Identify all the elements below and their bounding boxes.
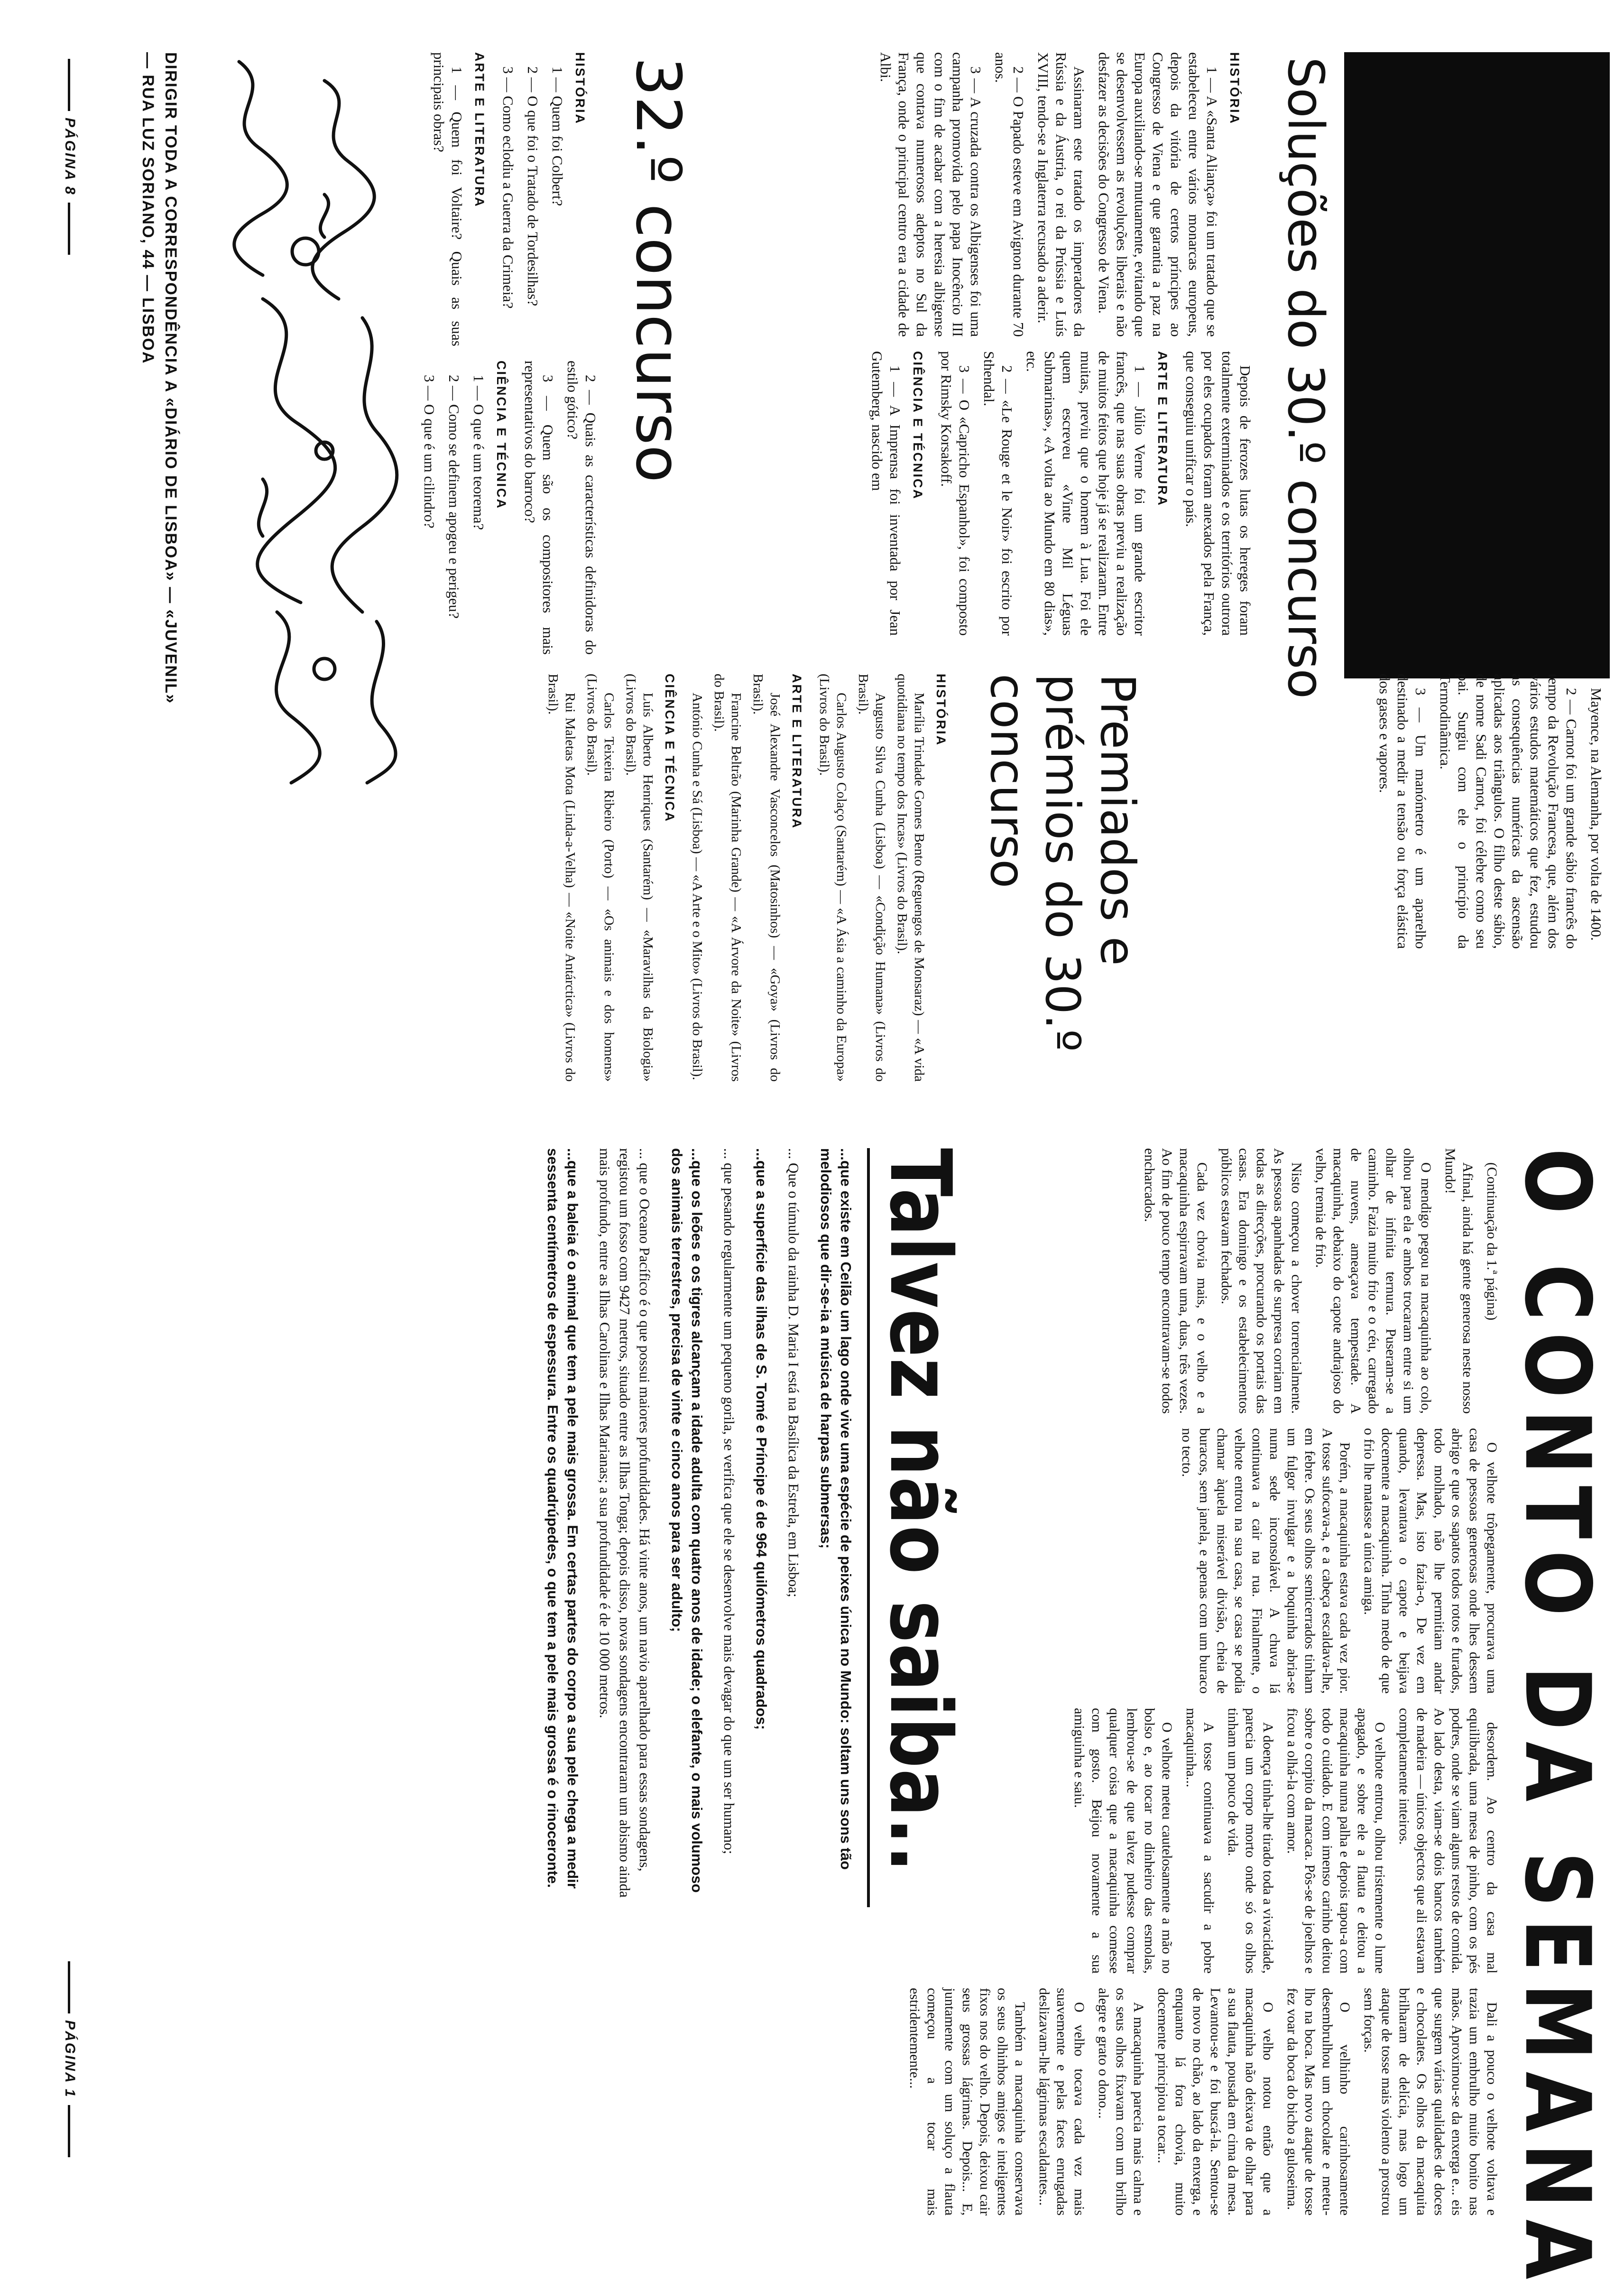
paragraph: O mendigo pegou na macaquinha ao colo, olhou para ela e ambos trocaram entre si um olhar de infinita ternura. Puseram-se a caminho. Fazia muito frio e o céu, carregado de nuvens, ameaçava tempestade. A macaquinha, debaixo do capote andrajoso do velho, tremia de frio. — [1313, 1148, 1434, 1414]
paragraph: José Alexandre Vasconcelos (Matosinhos) — «Goya» (Livros do Brasil). — [750, 674, 783, 1082]
paragraph: A doença tinha-lhe tirado toda a vivacidade, parecia um corpo morto onde só os olhos tinham um pouco de vida. — [1225, 1708, 1276, 1974]
paragraph: António Cunha e Sá (Lisboa) — «A Arte e o Mito» (Livros do Brasil). — [690, 693, 705, 1080]
paragraph: 2 — Carnot foi um grande sábio francês do tempo da Revolução Francesa, que, além dos vários estudos matemáticos que fez, estudou as consequências numéricas da ascensão aplicadas aos triângulos. O filho deste sábio, de nome Sadi Carnot, foi célebre como seu pai. Surgiu com ele o princípio da Termodinâmica. — [1437, 674, 1580, 949]
paragraph: A macaquinha parecia mais calma e os seus olhos fixavam com um brilho alegre e grato o dono... — [1096, 1988, 1146, 2216]
section-heading: CIÊNCIA E TÉCNICA — [663, 674, 677, 823]
fact-text: ... que o Oceano Pacífico é o que possui maiores profundidades. Há vinte anos, um navio aparelhado para essas sondagens, registou um fosso com 9427 metros, situado entre as Ilhas Tonga; depois disso, novas sondagens encontraram um abismo ainda mais profundo, entre as Ilhas Carolinas e Ilhas Marianas; a sua profundidade é de 10 000 metros. — [597, 1148, 653, 1898]
paragraph: Augusto Silva Cunha (Lisboa) — «Condição Humana» (Livros do Brasil). — [856, 674, 888, 1082]
paragraph: 2 — Quais as características definidoras do estilo gótico? — [564, 361, 599, 655]
paragraph: 2 — Como se definem apogeu e perigeu? — [446, 375, 462, 619]
fact-lead: ...que os leões e os tigres alcançam a idade adulta com quatro anos de idade; o elefante, o mais volumoso dos animais terrestres, precisa de vinte e cinco anos para ser adulto; — [669, 1148, 705, 1893]
paragraph: Rui Maletas Mota (Linda-a-Velha) — «Noite Antárctica» (Livros do Brasil). — [545, 674, 578, 1082]
paragraph: Dali a pouco o velhote voltava e trazia um embrulho muito bonito nas mãos. Aproximou-se da enxerga e... eis que surgem várias qualidades de doces e chocolates. Os olhos da macaquita brilharam de delícia, mas logo um ataque de tosse mais violento a prostrou sem forças. — [1361, 1988, 1500, 2216]
fact-item — [719, 1148, 739, 1917]
paragraph: Nisto começou a chover torrencialmente. As pessoas apanhadas de surpresa corriam em todas as direcções, procurando os portais das casas. Era domingo e os estabelecimentos públicos estavam fechados. — [1218, 1148, 1304, 1414]
paragraph: 1 — Quem foi Voltaire? Quais as suas principais obras? — [431, 52, 465, 346]
paragraph: Francine Beltrão (Marinha Grande) — «A Árvore da Noite» (Livros do Brasil). — [711, 674, 744, 1082]
paragraph: O velho tocava cada vez mais suavemente e pelas faces enrugadas deslizavam-lhe lágrimas escaldantes... — [1036, 1988, 1087, 2216]
paragraph: Porém, a macaquinha estava cada vez pior. A tosse sufocava-a, e a cabeça escaldava-lhe, em febre. Os seus olhos semicerrados tinham um fulgor invulgar e a boquinha abria-se numa sede inconsolável. A chuva lá continuava a cair na rua. Finalmente, o velhote entrou na sua casa, se casa se podia chamar àquela miserável divisão, cheia de buracos, sem janela, e apenas com um buraco no tecto. — [1179, 1428, 1353, 1694]
paragraph: 1 — A Imprensa foi inventada por Jean Gutemberg, nascido em — [869, 351, 904, 636]
paragraph: 3 — O que é um cilindro? — [421, 375, 438, 529]
did-you-know-list — [530, 1148, 856, 1917]
fact-text: ... que pesando regularmente um pequeno gorila, se verifica que ele se desenvolve mais devagar do que um ser humano; — [721, 1148, 738, 1855]
section-heading: CIÊNCIA E TÉCNICA — [911, 351, 925, 501]
page-label-8 — [62, 52, 78, 261]
fact-lead: ...que a baleia é o animal que tem a pele mais grossa. Em certas partes do corpo a sua pele chega a medir sessenta centímetros de espessura. Entre os quadrúpedes, o que tem a pele mais grossa é o rinoceronte. — [544, 1148, 581, 1889]
paragraph: 2 — «Le Rouge et le Noir» foi escrito por Sthendal. — [981, 351, 1015, 636]
paragraph: O velhote entrou, olhou tristemente o lume apagado, e sobre ele a flauta e deitou a macaquinha numa palha e depois tapou-a com todo o cuidado. E com imenso carinho deitou sobre o corpito da macaca. Pôs-se de joelhos e ficou a olhá-la com amor. — [1284, 1708, 1388, 1974]
paragraph: Cada vez chovia mais, e o velho e a macaquinha espirravam uma, duas, três vezes. Ao fim de pouco tempo encontravam-se todos encharcados. — [1142, 1148, 1210, 1414]
paragraph: O velhote meteu cautelosamente a mão no bolso e, ao tocar no dinheiro das esmolas, lembrou-se de que talvez pudesse comprar qualquer coisa que a macaquinha comesse com gosto. Beijou novamente a sua amiguinha e saiu. — [1071, 1708, 1175, 1974]
section-heading: HISTÓRIA — [1227, 52, 1242, 125]
paragraph: O velhote trôpegamente, procurava uma casa de pessoas generosas onde lhes dessem abrigo e que os sapatos todos rotos e furados, todo molhado, não lhe permitiam andar depressa. Mas, isto fazia-o, De vez em quando, levantava o capote e beijava docemente a macaquinha. Tinha medo de que o frio lhe matasse a única amiga. — [1361, 1428, 1500, 1694]
section-heading: ARTE E LITERATURA — [790, 674, 804, 829]
ornamental-illustration — [211, 52, 419, 792]
story-column-4 — [899, 1988, 1501, 2216]
paragraph: 3 — Um manómetro é um aparelho destinado a medir a tensão ou força elástica dos gases e vapores. — [1376, 674, 1429, 949]
contest-questions-column-2 — [414, 361, 600, 655]
winners-title: Premiados e prémios do 30.º concurso — [980, 674, 1145, 1052]
section-heading: CIÊNCIA E TÉCNICA — [494, 361, 508, 510]
fact-lead: ...que existe em Ceilão um lago onde vive uma espécie de peixes única no Mundo: soltam uns sons tão melodiosos que dir-se-ia a música de harpas submersas; — [818, 1148, 854, 1870]
paragraph: Depois de ferozes lutas os hereges foram totalmente exterminados e os territórios outrora por eles ocupados foram anexados pela França, que conseguiu unificar o país. — [1183, 351, 1254, 636]
winners-list — [540, 674, 960, 1082]
story-column-2 — [1172, 1428, 1501, 1694]
page-label-8-text: PÁGINA 8 — [62, 118, 78, 196]
paragraph: O velhinho carinhosamente desembrulhou um chocolate e meteu-lho na boca. Mas novo ataque de tosse fez voar da boca do bicho a guloseima. — [1284, 1988, 1353, 2216]
paragraph: Também a macaquinha conservava os seus olhinhos amigos e inteligentes fixos nos do velho. Depois, deixou cair seus grossas lágrimas. Depois... E, juntamente com um soluço a flauta começou a tocar mais estridentemente... — [907, 1988, 1028, 2216]
section-heading: ARTE E LITERATURA — [472, 52, 487, 208]
solutions-photo-banner — [1344, 52, 1610, 678]
paragraph: 3 — O «Capricho Espanhol», foi composto por Rimsky Korsakoff. — [938, 351, 973, 636]
paragraph: Carlos Teixeira Ribeiro (Porto) — «Os animais e dos homens» (Livros do Brasil). — [584, 674, 617, 1082]
fact-item — [595, 1148, 655, 1917]
paragraph: O velho notou então que a macaquinha não deixava de olhar para a sua flauta, pousada em cima da mesa. Levantou-se e foi buscá-la. Sentou-se de novo no chão, ao lado da enxerga, e enquanto lá fora chovia, muito docemente principiou a tocar... — [1155, 1988, 1276, 2216]
paragraph: 1 — Quem foi Colbert? — [549, 66, 566, 206]
fact-item — [543, 1148, 582, 1917]
paragraph: 3 — A cruzada contra os Albigenses foi uma campanha promovida pelo papa Inocêncio III com o fim de acabar com a heresia albigense que contava numerosos adeptos no Sul da França, onde o principal centro era a cidade de Albi. — [877, 52, 984, 337]
page-label-1-text: PÁGINA 1 — [62, 2020, 78, 2098]
story-of-the-week-title: O CONTO DA SEMANA — [1505, 1148, 1610, 2291]
solutions-title: Soluções do 30.º concurso — [1277, 57, 1335, 699]
solutions-column-2 — [861, 351, 1254, 636]
paragraph: 2 — O que foi o Tratado de Tordesilhas? — [525, 66, 541, 306]
fact-item — [751, 1148, 771, 1917]
fact-item — [784, 1148, 803, 1917]
paragraph: Mayence, na Alemanha, por volta de 1400. — [1588, 688, 1605, 941]
paragraph: Luís Alberto Henriques (Santarém) — «Maravilhas da Biologia» (Livros do Brasil). — [623, 674, 655, 1082]
paragraph: 3 — Como eclodiu a Guerra da Crimeia? — [500, 66, 517, 309]
solutions-column-1 — [870, 52, 1254, 337]
contest-questions-column-1 — [423, 52, 600, 346]
paragraph: 1 — O que é um teorema? — [471, 375, 487, 530]
paragraph: desordem. Ao centro da casa mal equilibrada, uma mesa de pinho, com os pés podres, onde se viam alguns restos de comida. Ao lado desta, viam-se dois bancos também de madeira — únicos objectos que ali estavam completamente inteiros. — [1396, 1708, 1500, 1974]
paragraph: Assinaram este tratado os imperadores da Rússia e da Áustria, o rei da Prússia e Luís XVIII, tendo-se a Inglaterra recusado a aderir. — [1035, 52, 1088, 337]
paragraph: Afinal, ainda há gente generosa neste nosso Mundo! — [1442, 1148, 1476, 1414]
page-label-1 — [62, 1955, 78, 2164]
story-column-3 — [1064, 1708, 1501, 1974]
fact-item — [816, 1148, 856, 1917]
fact-item — [667, 1148, 707, 1917]
correspondence-address: DIRIGIR TODA A CORRESPONDÊNCIA A «DIÁRIO DE LISBOA» — «JUVENIL» — RUA LUZ SORIANO, 44 — LISBOA — [139, 52, 180, 705]
paragraph: Carlos Augusto Colaço (Santarém) — «A Ásia a caminho da Europa» (Livros do Brasil). — [817, 674, 849, 1082]
story-column-1 — [1134, 1148, 1501, 1414]
paragraph: 1 — A «Santa Aliança» foi um tratado que se estabeleceu entre vários monarcas europeus, depois da vitória de certos príncipes ao Congresso de Viena e que garantia a paz na Europa auxiliando-se mutuamente, evitando que se desenvolvessem as revoluções liberais e não desfazer as decisões do Congresso de Viena. — [1096, 52, 1220, 337]
section-heading: ARTE E LITERATURA — [1155, 351, 1170, 507]
fact-lead: ...que a superfície das ilhas de S. Tomé e Príncipe é de 964 quilómetros quadrados; — [753, 1148, 770, 1730]
solutions-column-3 — [1369, 674, 1605, 949]
did-you-know-rule — [867, 1148, 870, 1907]
paragraph: 3 — Quem são os compositores mais representativos do barroco? — [522, 361, 556, 655]
contest-32-title: 32.º concurso — [622, 57, 694, 483]
paragraph: A tosse continuava a sacudir a pobre macaquinha... — [1183, 1708, 1217, 1974]
did-you-know-title: Talvez não saiba.. — [871, 1148, 969, 1873]
paragraph: Marília Trindade Gomes Bento (Reguengos de Monsaraz) — «A vida quotidiana no tempo dos Incas» (Livros do Brasil). — [895, 674, 927, 1082]
paragraph: 2 — O Papado esteve em Avignon durante 70 anos. — [992, 52, 1027, 337]
section-heading: HISTÓRIA — [934, 674, 948, 747]
fact-text: ... Que o túmulo da rainha D. Maria I está na Basílica da Estrela, em Lisboa; — [785, 1148, 802, 1597]
section-heading: HISTÓRIA — [573, 52, 587, 125]
paragraph: (Continuação da 1.ª página) — [1484, 1162, 1500, 1321]
paragraph: 1 — Júlio Verne foi um grande escritor francês, que nas suas obras previu a realização de muitos feitos que hoje já se realizaram. Entre muitas, previu que o homem à Lua. Foi ele quem escreveu «Vinte Mil Léguas Submarinas», «A volta ao Mundo em 80 dias», etc. — [1024, 351, 1148, 636]
